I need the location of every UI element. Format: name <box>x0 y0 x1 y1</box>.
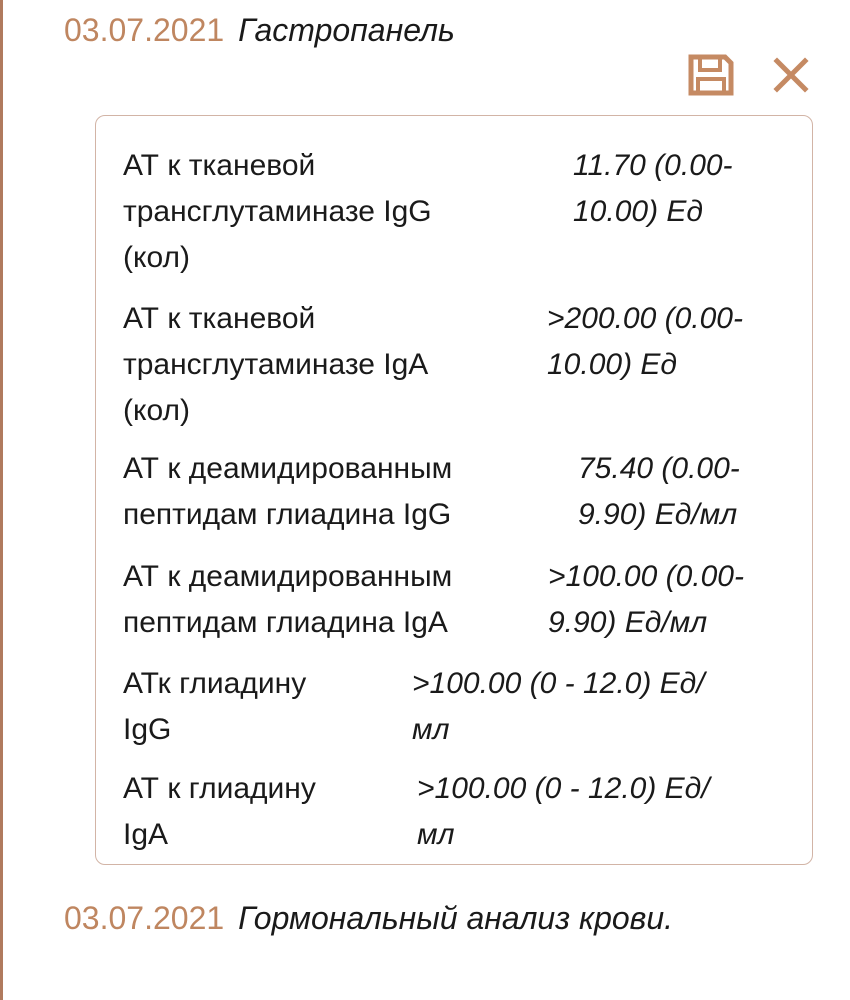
result-value: >100.00 (0.00- 9.90) Ед/мл <box>548 560 744 639</box>
entry-date: 03.07.2021 <box>64 12 225 48</box>
result-value: >100.00 (0 - 12.0) Ед/ мл <box>417 772 710 851</box>
result-value: 11.70 (0.00- 10.00) Ед <box>573 149 733 228</box>
entry-header-gastropanel[interactable] <box>64 10 455 50</box>
result-value: >200.00 (0.00- 10.00) Ед <box>547 302 743 381</box>
close-button[interactable] <box>766 52 816 98</box>
entry-title: Гормональный анализ крови. <box>238 900 674 936</box>
entry-date: 03.07.2021 <box>64 900 225 936</box>
entry-toolbar <box>686 52 816 98</box>
result-name: АТ к глиадину IgA <box>123 772 316 851</box>
result-value: 75.40 (0.00- 9.90) Ед/мл <box>578 452 740 531</box>
close-icon <box>771 55 811 95</box>
save-button[interactable] <box>686 52 736 98</box>
result-name: АТк глиадину IgG <box>123 667 307 746</box>
entry-title: Гастропанель <box>238 12 455 48</box>
entry-header-hormonal[interactable] <box>64 898 673 938</box>
save-icon <box>687 53 735 97</box>
result-name: АТ к тканевой трансглутаминазе IgA (кол) <box>123 302 429 427</box>
result-name: АТ к деамидированным пептидам глиадина IgA <box>123 560 453 639</box>
result-name: АТ к деамидированным пептидам глиадина IgG <box>123 452 453 531</box>
results-panel <box>95 115 813 865</box>
result-name: АТ к тканевой трансглутаминазе IgG (кол) <box>123 149 432 274</box>
result-value: >100.00 (0 - 12.0) Ед/ мл <box>412 667 705 746</box>
left-border-rule <box>0 0 3 1000</box>
